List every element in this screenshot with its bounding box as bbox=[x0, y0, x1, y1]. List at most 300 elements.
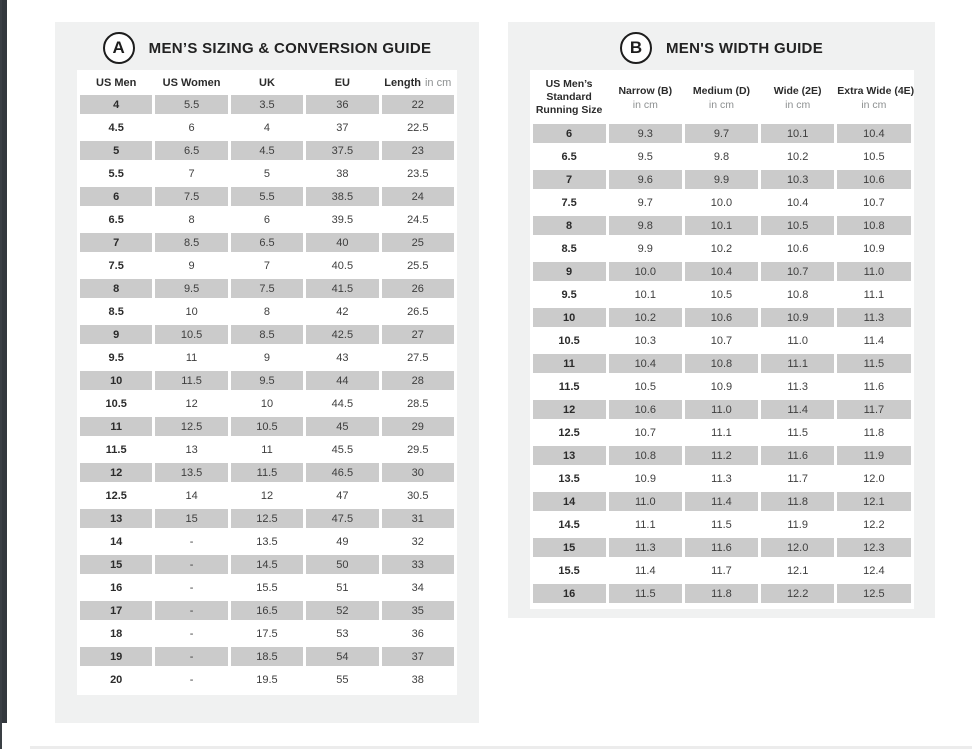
table-cell: 22.5 bbox=[407, 121, 429, 134]
table-row bbox=[533, 308, 911, 327]
table-cell: 11.5 bbox=[155, 371, 227, 390]
table-cell: 50 bbox=[306, 555, 378, 574]
table-cell: 11.8 bbox=[863, 426, 885, 439]
table-cell: 47 bbox=[336, 489, 349, 502]
table-cell: 11.1 bbox=[863, 288, 885, 301]
table-cell: 32 bbox=[411, 535, 424, 548]
table-cell: 11.9 bbox=[837, 446, 910, 465]
table-cell: 12.3 bbox=[837, 538, 910, 557]
table-cell: 45.5 bbox=[331, 443, 354, 456]
table-row bbox=[533, 193, 911, 212]
table-cell: 9.8 bbox=[609, 216, 682, 235]
table-cell: 12.4 bbox=[863, 564, 885, 577]
table-cell: 7 bbox=[80, 233, 152, 252]
table-row bbox=[533, 446, 911, 465]
table-row bbox=[533, 262, 911, 281]
table-row bbox=[80, 371, 454, 390]
table-row bbox=[80, 118, 454, 137]
width-guide-title-row bbox=[508, 31, 935, 65]
table-row bbox=[533, 377, 911, 396]
table-cell: 9.7 bbox=[637, 196, 653, 209]
table-row bbox=[80, 624, 454, 643]
table-cell: 37.5 bbox=[306, 141, 378, 160]
table-row bbox=[533, 147, 911, 166]
table-cell: 6.5 bbox=[561, 150, 577, 163]
table-cell: 11.8 bbox=[761, 492, 834, 511]
mens-width-guide-panel bbox=[508, 22, 935, 618]
table-cell: 24 bbox=[382, 187, 454, 206]
table-cell: 11.6 bbox=[761, 446, 834, 465]
table-cell: 13 bbox=[185, 443, 198, 456]
table-row bbox=[80, 647, 454, 666]
table-cell: 8.5 bbox=[155, 233, 227, 252]
table-cell: 38 bbox=[411, 673, 424, 686]
table-row bbox=[533, 561, 911, 580]
table-cell: 11.5 bbox=[609, 584, 682, 603]
sizing-table-card bbox=[77, 70, 457, 695]
table-cell: 10.0 bbox=[609, 262, 682, 281]
table-cell: 11.4 bbox=[634, 564, 656, 577]
table-cell: 11.7 bbox=[787, 472, 808, 485]
table-cell: 8 bbox=[263, 305, 271, 318]
table-cell: 29 bbox=[382, 417, 454, 436]
table-cell: 12.1 bbox=[786, 564, 809, 577]
mens-width-table bbox=[530, 70, 914, 607]
table-cell: 42.5 bbox=[306, 325, 378, 344]
table-cell: 10.0 bbox=[710, 196, 733, 209]
table-cell: 15 bbox=[80, 555, 152, 574]
table-cell: 10.5 bbox=[558, 334, 580, 347]
table-cell: 7.5 bbox=[561, 196, 577, 209]
table-cell: 11.1 bbox=[634, 518, 656, 531]
table-cell: 15 bbox=[533, 538, 606, 557]
table-cell: 51 bbox=[336, 581, 349, 594]
table-cell: - bbox=[155, 647, 227, 666]
table-cell: 9.5 bbox=[637, 150, 653, 163]
table-cell: 8.5 bbox=[231, 325, 303, 344]
table-cell: 38.5 bbox=[306, 187, 378, 206]
table-cell: 12.0 bbox=[863, 472, 885, 485]
column-header: Medium (D) in cm bbox=[692, 84, 751, 111]
table-cell: 10 bbox=[185, 305, 198, 318]
table-cell: 11.4 bbox=[863, 334, 885, 347]
table-cell: 10.9 bbox=[634, 472, 656, 485]
table-cell: - bbox=[189, 673, 194, 686]
table-cell: 37 bbox=[336, 121, 349, 134]
table-cell: 4.5 bbox=[231, 141, 303, 160]
table-cell: 44 bbox=[306, 371, 378, 390]
table-row bbox=[80, 256, 454, 275]
table-cell: 11 bbox=[261, 443, 273, 456]
column-header: UK bbox=[259, 77, 275, 89]
table-cell: 10.5 bbox=[863, 150, 885, 163]
table-cell: 6.5 bbox=[231, 233, 303, 252]
table-cell: 12 bbox=[533, 400, 606, 419]
table-row bbox=[533, 515, 911, 534]
column-header: US Men bbox=[96, 77, 137, 89]
table-cell: 13 bbox=[533, 446, 606, 465]
table-cell: 28.5 bbox=[407, 397, 429, 410]
section-b-badge: B bbox=[620, 32, 652, 64]
table-cell: 10.9 bbox=[863, 242, 885, 255]
table-cell: 10 bbox=[533, 308, 606, 327]
table-cell: 10.5 bbox=[761, 216, 834, 235]
table-cell: 19 bbox=[80, 647, 152, 666]
table-cell: 9.5 bbox=[231, 371, 303, 390]
table-cell: 11 bbox=[533, 354, 606, 373]
table-cell: 9.6 bbox=[609, 170, 682, 189]
table-cell: 11.3 bbox=[837, 308, 910, 327]
table-cell: 38 bbox=[336, 167, 349, 180]
table-cell: 11.0 bbox=[609, 492, 682, 511]
table-cell: 26 bbox=[382, 279, 454, 298]
table-cell: 12 bbox=[260, 489, 274, 502]
table-cell: 36 bbox=[306, 95, 378, 114]
header-row bbox=[533, 74, 911, 120]
table-cell: 11.1 bbox=[761, 354, 834, 373]
table-cell: 53 bbox=[336, 627, 349, 640]
table-row bbox=[533, 492, 911, 511]
table-cell: 49 bbox=[336, 535, 349, 548]
column-header: Wide (2E) in cm bbox=[773, 84, 822, 111]
table-cell: 10.9 bbox=[761, 308, 834, 327]
table-cell: 8 bbox=[80, 279, 152, 298]
table-row bbox=[80, 417, 454, 436]
table-cell: 26.5 bbox=[407, 305, 429, 318]
table-row bbox=[80, 555, 454, 574]
table-cell: 35 bbox=[382, 601, 454, 620]
table-cell: 44.5 bbox=[331, 397, 354, 410]
table-cell: 11.3 bbox=[711, 472, 732, 485]
table-cell: 52 bbox=[306, 601, 378, 620]
table-cell: 37 bbox=[382, 647, 454, 666]
table-cell: 31 bbox=[382, 509, 454, 528]
table-cell: 14 bbox=[110, 535, 123, 548]
table-row bbox=[80, 463, 454, 482]
table-cell: 10.2 bbox=[710, 242, 733, 255]
table-cell: 10.4 bbox=[837, 124, 910, 143]
table-cell: 12.5 bbox=[231, 509, 303, 528]
table-cell: 10.8 bbox=[609, 446, 682, 465]
table-cell: 12.5 bbox=[105, 489, 127, 502]
table-cell: 6 bbox=[263, 213, 271, 226]
table-cell: - bbox=[189, 627, 194, 640]
table-cell: 11 bbox=[80, 417, 152, 436]
table-cell: - bbox=[189, 581, 194, 594]
table-cell: 13.5 bbox=[256, 535, 278, 548]
table-cell: 24.5 bbox=[407, 213, 429, 226]
table-cell: 10.1 bbox=[634, 288, 656, 301]
table-cell: 12.0 bbox=[761, 538, 834, 557]
table-cell: 30 bbox=[382, 463, 454, 482]
table-cell: 6 bbox=[188, 121, 195, 134]
table-row bbox=[80, 509, 454, 528]
table-cell: 16.5 bbox=[231, 601, 303, 620]
table-cell: 4 bbox=[80, 95, 152, 114]
table-cell: 11.4 bbox=[761, 400, 834, 419]
table-cell: 6 bbox=[533, 124, 606, 143]
table-cell: 15 bbox=[155, 509, 227, 528]
table-row bbox=[533, 331, 911, 350]
table-cell: 40 bbox=[306, 233, 378, 252]
table-row bbox=[533, 400, 911, 419]
table-cell: 10.7 bbox=[863, 196, 885, 209]
table-cell: 18 bbox=[110, 627, 123, 640]
table-cell: 11.0 bbox=[685, 400, 758, 419]
table-cell: 19.5 bbox=[256, 673, 278, 686]
table-cell: 9.7 bbox=[685, 124, 758, 143]
table-cell: 9 bbox=[188, 259, 195, 272]
table-cell: 55 bbox=[336, 673, 349, 686]
width-table-card bbox=[530, 70, 914, 609]
table-cell: 12.5 bbox=[155, 417, 227, 436]
table-cell: 9.5 bbox=[561, 288, 577, 301]
table-cell: 9 bbox=[80, 325, 152, 344]
table-cell: 12.2 bbox=[761, 584, 834, 603]
table-cell: 11.7 bbox=[837, 400, 910, 419]
table-cell: 9.3 bbox=[609, 124, 682, 143]
table-cell: 10.9 bbox=[710, 380, 733, 393]
table-cell: 54 bbox=[306, 647, 378, 666]
table-cell: 6.5 bbox=[155, 141, 227, 160]
table-cell: 9 bbox=[533, 262, 606, 281]
table-cell: 9.9 bbox=[637, 242, 653, 255]
table-row bbox=[533, 285, 911, 304]
table-row bbox=[533, 170, 911, 189]
table-cell: 7 bbox=[263, 259, 271, 272]
table-row bbox=[80, 532, 454, 551]
table-row bbox=[80, 164, 454, 183]
table-row bbox=[80, 325, 454, 344]
table-cell: 12.1 bbox=[837, 492, 910, 511]
table-cell: 3.5 bbox=[231, 95, 303, 114]
table-cell: 11 bbox=[185, 351, 198, 364]
table-cell: 6.5 bbox=[108, 213, 124, 226]
table-cell: 10.1 bbox=[761, 124, 834, 143]
table-cell: 5.5 bbox=[155, 95, 227, 114]
table-cell: 8.5 bbox=[561, 242, 577, 255]
table-cell: 16 bbox=[533, 584, 606, 603]
table-row bbox=[80, 578, 454, 597]
table-cell: 10.6 bbox=[609, 400, 682, 419]
table-cell: 10.6 bbox=[837, 170, 910, 189]
table-cell: 11.8 bbox=[685, 584, 758, 603]
table-row bbox=[80, 302, 454, 321]
table-cell: 9.5 bbox=[155, 279, 227, 298]
table-cell: 10.6 bbox=[685, 308, 758, 327]
table-row bbox=[80, 440, 454, 459]
table-cell: 11.6 bbox=[863, 380, 885, 393]
column-header: EU bbox=[334, 77, 350, 89]
table-cell: 5 bbox=[263, 167, 271, 180]
table-row bbox=[80, 348, 454, 367]
table-cell: 13.5 bbox=[558, 472, 580, 485]
table-cell: 10.1 bbox=[685, 216, 758, 235]
table-cell: - bbox=[155, 601, 227, 620]
table-cell: 16 bbox=[110, 581, 123, 594]
table-cell: 11.1 bbox=[711, 426, 732, 439]
column-header: US Men’s Standard Running Size bbox=[535, 78, 603, 117]
table-cell: 28 bbox=[382, 371, 454, 390]
table-row bbox=[533, 469, 911, 488]
header-row bbox=[80, 74, 454, 91]
column-header: Extra Wide (4E) in cm bbox=[837, 84, 915, 111]
table-cell: 10 bbox=[260, 397, 274, 410]
table-cell: 10.8 bbox=[837, 216, 910, 235]
table-cell: 11.6 bbox=[685, 538, 758, 557]
table-cell: 14 bbox=[185, 489, 198, 502]
table-cell: 10.4 bbox=[685, 262, 758, 281]
table-cell: 41.5 bbox=[306, 279, 378, 298]
table-cell: 42 bbox=[336, 305, 349, 318]
table-cell: 12 bbox=[185, 397, 198, 410]
table-cell: 10.8 bbox=[786, 288, 809, 301]
table-cell: 10.2 bbox=[609, 308, 682, 327]
table-cell: 33 bbox=[382, 555, 454, 574]
table-cell: 4 bbox=[263, 121, 271, 134]
table-cell: 9.5 bbox=[108, 351, 124, 364]
width-guide-title: MEN'S WIDTH GUIDE bbox=[666, 39, 823, 57]
table-cell: 25.5 bbox=[407, 259, 429, 272]
table-cell: 5 bbox=[80, 141, 152, 160]
table-row bbox=[533, 354, 911, 373]
table-cell: 11.5 bbox=[558, 380, 580, 393]
table-cell: 15.5 bbox=[256, 581, 278, 594]
table-cell: 11.4 bbox=[685, 492, 758, 511]
sizing-guide-title-row bbox=[55, 31, 479, 65]
table-cell: 8 bbox=[533, 216, 606, 235]
table-cell: 10.4 bbox=[609, 354, 682, 373]
table-cell: 23 bbox=[382, 141, 454, 160]
table-cell: 22 bbox=[382, 95, 454, 114]
table-cell: 10 bbox=[80, 371, 152, 390]
table-cell: 11.3 bbox=[787, 380, 808, 393]
table-cell: 30.5 bbox=[407, 489, 429, 502]
table-cell: 7 bbox=[188, 167, 195, 180]
table-cell: 9 bbox=[263, 351, 271, 364]
table-cell: 12.2 bbox=[863, 518, 885, 531]
table-cell: 12.5 bbox=[837, 584, 910, 603]
table-cell: 11.3 bbox=[609, 538, 682, 557]
table-cell: 10.8 bbox=[685, 354, 758, 373]
table-cell: 14 bbox=[533, 492, 606, 511]
table-cell: 5.5 bbox=[231, 187, 303, 206]
table-row bbox=[80, 394, 454, 413]
table-cell: 6 bbox=[80, 187, 152, 206]
table-cell: 40.5 bbox=[331, 259, 354, 272]
table-cell: 11.0 bbox=[837, 262, 910, 281]
mens-sizing-guide-panel bbox=[55, 22, 479, 723]
table-row bbox=[80, 601, 454, 620]
table-cell: 11.7 bbox=[711, 564, 732, 577]
table-row bbox=[80, 279, 454, 298]
table-row bbox=[80, 233, 454, 252]
table-cell: 10.7 bbox=[761, 262, 834, 281]
column-header: US Women bbox=[162, 77, 221, 89]
table-cell: 10.6 bbox=[786, 242, 809, 255]
table-row bbox=[533, 124, 911, 143]
table-cell: 9.9 bbox=[685, 170, 758, 189]
table-row bbox=[80, 187, 454, 206]
table-cell: 27.5 bbox=[407, 351, 429, 364]
table-cell: 25 bbox=[382, 233, 454, 252]
column-header: Narrow (B) in cm bbox=[618, 84, 673, 111]
table-cell: 5.5 bbox=[108, 167, 124, 180]
table-row bbox=[533, 423, 911, 442]
section-a-badge: A bbox=[103, 32, 135, 64]
table-cell: 10.5 bbox=[231, 417, 303, 436]
table-row bbox=[533, 584, 911, 603]
table-cell: 4.5 bbox=[108, 121, 124, 134]
table-cell: 17.5 bbox=[256, 627, 278, 640]
table-cell: 11.5 bbox=[231, 463, 303, 482]
table-cell: 23.5 bbox=[407, 167, 429, 180]
table-cell: 11.5 bbox=[787, 426, 808, 439]
table-cell: 27 bbox=[382, 325, 454, 344]
table-row bbox=[533, 538, 911, 557]
table-cell: 39.5 bbox=[331, 213, 354, 226]
table-cell: 10.3 bbox=[761, 170, 834, 189]
table-cell: 11.5 bbox=[711, 518, 732, 531]
table-cell: 8.5 bbox=[108, 305, 124, 318]
window-edge-bar bbox=[2, 0, 7, 723]
table-cell: 18.5 bbox=[231, 647, 303, 666]
table-cell: 10.5 bbox=[634, 380, 656, 393]
table-row bbox=[533, 239, 911, 258]
table-cell: 10.5 bbox=[710, 288, 733, 301]
table-cell: 10.7 bbox=[710, 334, 733, 347]
table-cell: 14.5 bbox=[558, 518, 580, 531]
table-cell: 34 bbox=[411, 581, 424, 594]
mens-sizing-conversion-table bbox=[77, 70, 457, 693]
table-cell: 7.5 bbox=[231, 279, 303, 298]
table-row bbox=[533, 216, 911, 235]
table-row bbox=[80, 670, 454, 689]
table-cell: 7.5 bbox=[155, 187, 227, 206]
sizing-guide-title: MEN’S SIZING & CONVERSION GUIDE bbox=[148, 39, 432, 57]
table-cell: 12 bbox=[80, 463, 152, 482]
table-cell: 29.5 bbox=[407, 443, 429, 456]
table-cell: 11.5 bbox=[105, 443, 127, 456]
table-cell: 36 bbox=[411, 627, 424, 640]
table-cell: 11.5 bbox=[837, 354, 910, 373]
table-cell: 15.5 bbox=[558, 564, 580, 577]
table-cell: 17 bbox=[80, 601, 152, 620]
table-row bbox=[80, 141, 454, 160]
table-cell: 9.8 bbox=[713, 150, 730, 163]
table-cell: 10.7 bbox=[634, 426, 656, 439]
table-cell: 10.3 bbox=[634, 334, 656, 347]
table-cell: 7.5 bbox=[108, 259, 124, 272]
table-cell: 14.5 bbox=[231, 555, 303, 574]
table-cell: 47.5 bbox=[306, 509, 378, 528]
table-cell: 12.5 bbox=[558, 426, 580, 439]
table-cell: 10.5 bbox=[155, 325, 227, 344]
table-cell: 13 bbox=[80, 509, 152, 528]
table-cell: 45 bbox=[306, 417, 378, 436]
table-cell: 43 bbox=[336, 351, 349, 364]
table-cell: 11.0 bbox=[787, 334, 808, 347]
table-cell: 20 bbox=[110, 673, 123, 686]
table-cell: - bbox=[155, 555, 227, 574]
table-row bbox=[80, 210, 454, 229]
table-cell: 46.5 bbox=[306, 463, 378, 482]
table-cell: 11.9 bbox=[787, 518, 808, 531]
table-cell: 8 bbox=[188, 213, 195, 226]
table-cell: 7 bbox=[533, 170, 606, 189]
table-cell: 10.5 bbox=[105, 397, 127, 410]
table-cell: 11.2 bbox=[685, 446, 758, 465]
